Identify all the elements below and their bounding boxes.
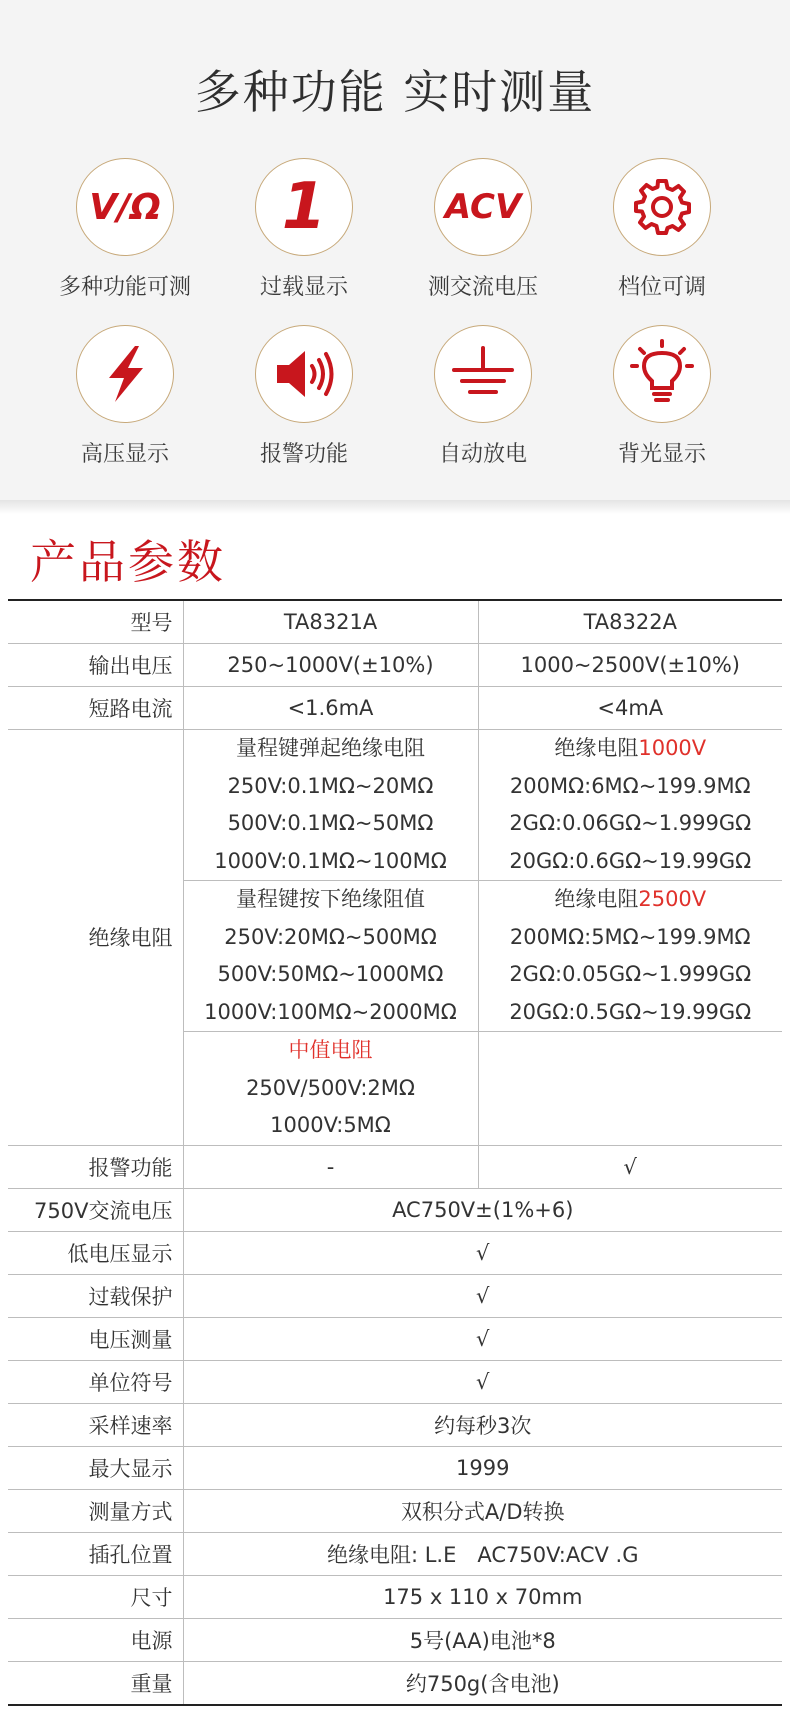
- lightning-icon: [76, 325, 174, 423]
- row-label: 最大显示: [8, 1446, 183, 1489]
- feature-backlight: [572, 325, 752, 468]
- overload-1-icon: 1: [255, 158, 353, 256]
- row-value: 175 x 110 x 70mm: [183, 1575, 782, 1618]
- row-value: 5号(AA)电池*8: [183, 1618, 782, 1661]
- acv-icon: ACV: [434, 158, 532, 256]
- table-row: [8, 644, 782, 687]
- feature-range-adjust: [572, 158, 752, 301]
- feature-high-voltage: [35, 325, 215, 468]
- short-current-b: <4mA: [478, 687, 782, 730]
- row-label: 绝缘电阻: [8, 730, 183, 1146]
- speaker-icon: [255, 325, 353, 423]
- row-label: 型号: [8, 600, 183, 644]
- row-label: 采样速率: [8, 1403, 183, 1446]
- feature-auto-discharge: [393, 325, 573, 468]
- row-label: 低电压显示: [8, 1231, 183, 1274]
- feature-label: 高压显示: [80, 442, 169, 467]
- table-row: [8, 1532, 782, 1575]
- table-row: [8, 1446, 782, 1489]
- short-current-a: <1.6mA: [183, 687, 478, 730]
- feature-label: 档位可调: [617, 275, 706, 300]
- output-voltage-a: 250~1000V(±10%): [183, 644, 478, 687]
- gear-icon: [613, 158, 711, 256]
- row-label: 输出电压: [8, 644, 183, 687]
- table-row: [8, 1188, 782, 1231]
- row-value: √: [183, 1360, 782, 1403]
- feature-label: 测交流电压: [427, 275, 538, 300]
- row-value: √: [183, 1231, 782, 1274]
- row-label: 重量: [8, 1661, 183, 1705]
- empty-cell: [478, 1032, 782, 1146]
- feature-multi-function: [35, 158, 215, 301]
- median-resistance: 中值电阻 250V/500V:2MΩ 1000V:5MΩ: [183, 1032, 478, 1146]
- spec-table: [8, 599, 782, 1706]
- row-value: 绝缘电阻: L.E AC750V:ACV .G: [183, 1532, 782, 1575]
- feature-label: 背光显示: [617, 442, 706, 467]
- ground-icon: [434, 325, 532, 423]
- feature-label: 过载显示: [259, 275, 348, 300]
- row-label: 插孔位置: [8, 1532, 183, 1575]
- row-value: 约750g(含电池): [183, 1661, 782, 1705]
- row-label: 短路电流: [8, 687, 183, 730]
- table-row: [8, 1274, 782, 1317]
- output-voltage-b: 1000~2500V(±10%): [478, 644, 782, 687]
- row-label: 过载保护: [8, 1274, 183, 1317]
- feature-alarm: [214, 325, 394, 468]
- row-value: √: [183, 1317, 782, 1360]
- table-row: [8, 1661, 782, 1705]
- table-row: [8, 1618, 782, 1661]
- row-label: 报警功能: [8, 1145, 183, 1188]
- row-label: 测量方式: [8, 1489, 183, 1532]
- table-row: [8, 1403, 782, 1446]
- table-row: [8, 1360, 782, 1403]
- table-row: [8, 1317, 782, 1360]
- feature-ac-voltage: [393, 158, 573, 301]
- feature-label: 多种功能可测: [58, 275, 191, 300]
- table-row: [8, 600, 782, 644]
- row-value: 双积分式A/D转换: [183, 1489, 782, 1532]
- row-value: AC750V±(1%+6): [183, 1188, 782, 1231]
- row-label: 尺寸: [8, 1575, 183, 1618]
- feature-label: 报警功能: [259, 442, 348, 467]
- row-label: 电压测量: [8, 1317, 183, 1360]
- alarm-b: √: [478, 1145, 782, 1188]
- insulation-a-released: 量程键弹起绝缘电阻 250V:0.1MΩ~20MΩ 500V:0.1MΩ~50MΩ 1000V:0.1MΩ~100MΩ: [183, 730, 478, 881]
- feature-overload-display: [214, 158, 394, 301]
- row-label: 750V交流电压: [8, 1188, 183, 1231]
- feature-label: 自动放电: [438, 442, 527, 467]
- table-row: [8, 1231, 782, 1274]
- row-value: 1999: [183, 1446, 782, 1489]
- insulation-b-2500v: 绝缘电阻2500V 200MΩ:5MΩ~199.9MΩ 2GΩ:0.05GΩ~1.999GΩ 20GΩ:0.5GΩ~19.99GΩ: [478, 881, 782, 1032]
- model-a: TA8321A: [183, 600, 478, 644]
- insulation-a-pressed: 量程键按下绝缘阻值 250V:20MΩ~500MΩ 500V:50MΩ~1000MΩ 1000V:100MΩ~2000MΩ: [183, 881, 478, 1032]
- alarm-a: -: [183, 1145, 478, 1188]
- row-label: 电源: [8, 1618, 183, 1661]
- volt-ohm-icon: V/Ω: [76, 158, 174, 256]
- table-row: [8, 1489, 782, 1532]
- page-headline: 多种功能 实时测量: [194, 65, 596, 119]
- table-row: [8, 730, 782, 881]
- table-row: [8, 1145, 782, 1188]
- table-row: [8, 1575, 782, 1618]
- table-row: [8, 687, 782, 730]
- insulation-b-1000v: 绝缘电阻1000V 200MΩ:6MΩ~199.9MΩ 2GΩ:0.06GΩ~1.999GΩ 20GΩ:0.6GΩ~19.99GΩ: [478, 730, 782, 881]
- row-value: 约每秒3次: [183, 1403, 782, 1446]
- row-label: 单位符号: [8, 1360, 183, 1403]
- row-value: √: [183, 1274, 782, 1317]
- panel-shadow: [0, 500, 790, 514]
- model-b: TA8322A: [478, 600, 782, 644]
- lightbulb-icon: [613, 325, 711, 423]
- section-title: 产品参数: [30, 535, 226, 589]
